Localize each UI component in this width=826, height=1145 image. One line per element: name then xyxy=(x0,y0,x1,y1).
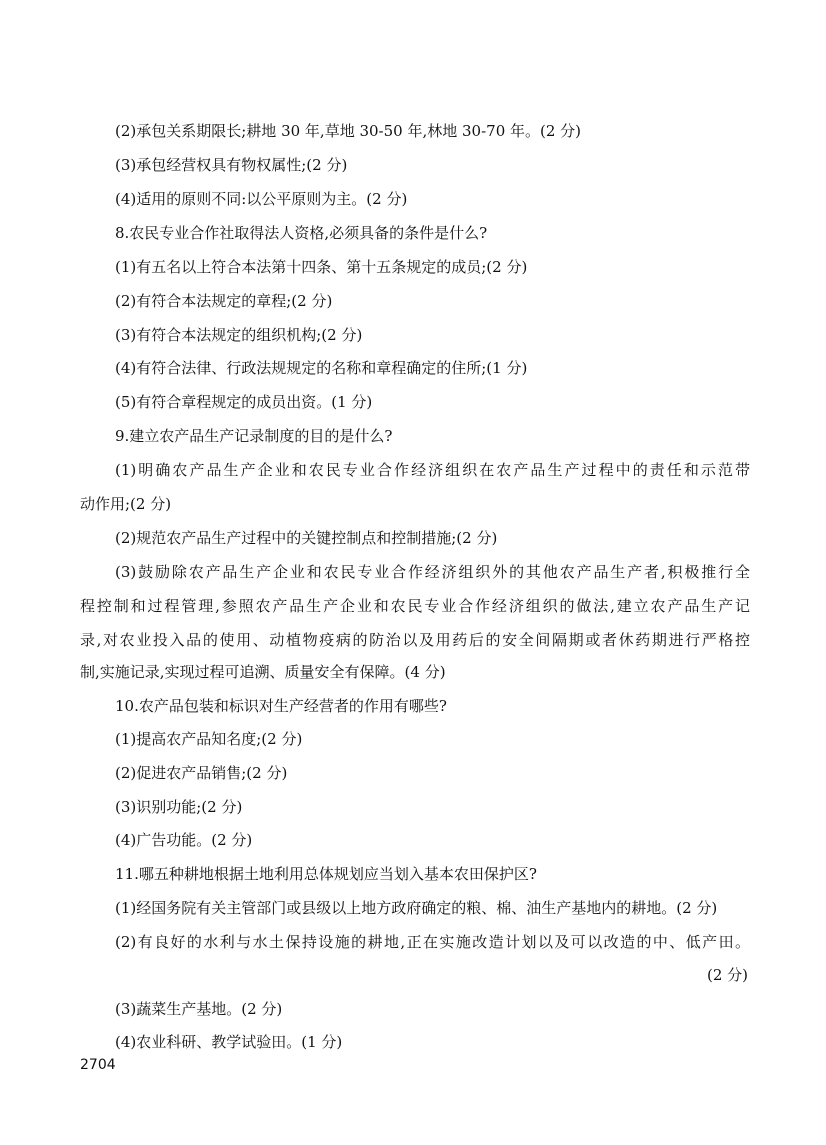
answer-line: (2)规范农产品生产过程中的关键控制点和控制措施;(2 分) xyxy=(115,529,498,547)
answer-line: (4)适用的原则不同:以公平原则为主。(2 分) xyxy=(115,190,408,208)
page-number: 2704 xyxy=(80,1057,116,1073)
answer-line: (3)承包经营权具有物权属性;(2 分) xyxy=(115,156,348,174)
answer-line: 程控制和过程管理,参照农产品生产企业和农民专业合作经济组织的做法,建立农产品生产记 xyxy=(80,597,750,615)
answer-line: (2)有良好的水利与水土保持设施的耕地,正在实施改造计划以及可以改造的中、低产田。 xyxy=(115,933,750,951)
answer-line: (2)有符合本法规定的章程;(2 分) xyxy=(115,292,333,310)
answer-line: (4)有符合法律、行政法规规定的名称和章程确定的住所;(1 分) xyxy=(115,359,528,377)
answer-line: 动作用;(2 分) xyxy=(80,495,172,513)
answer-line: (1)提高农产品知名度;(2 分) xyxy=(115,730,303,748)
answer-line: (1)有五名以上符合本法第十四条、第十五条规定的成员;(2 分) xyxy=(115,258,528,276)
answer-line: (4)农业科研、教学试验田。(1 分) xyxy=(115,1033,343,1051)
score-note: (2 分) xyxy=(706,966,748,984)
answer-line: (2)承包关系期限长;耕地 30 年,草地 30-50 年,林地 30-70 年。(2 分) xyxy=(115,122,582,140)
answer-line: 录,对农业投入品的使用、动植物疫病的防治以及用药后的安全间隔期或者休药期进行严格控 xyxy=(80,631,750,649)
answer-line: (3)蔬菜生产基地。(2 分) xyxy=(115,1000,283,1018)
answer-line: (4)广告功能。(2 分) xyxy=(115,831,253,849)
question-heading: 11.哪五种耕地根据土地利用总体规划应当划入基本农田保护区? xyxy=(115,865,537,883)
question-heading: 10.农产品包装和标识对生产经营者的作用有哪些? xyxy=(115,697,447,715)
answer-line: (2)促进农产品销售;(2 分) xyxy=(115,764,288,782)
answer-line: (3)有符合本法规定的组织机构;(2 分) xyxy=(115,326,363,344)
question-heading: 8.农民专业合作社取得法人资格,必须具备的条件是什么? xyxy=(115,224,488,242)
answer-line: (1)明确农产品生产企业和农民专业合作经济组织在农产品生产过程中的责任和示范带 xyxy=(115,461,750,479)
answer-line: 制,实施记录,实现过程可追溯、质量安全有保障。(4 分) xyxy=(80,663,446,681)
answer-line: (3)鼓励除农产品生产企业和农民专业合作经济组织外的其他农产品生产者,积极推行全 xyxy=(115,563,750,581)
answer-line: (3)识别功能;(2 分) xyxy=(115,798,243,816)
question-heading: 9.建立农产品生产记录制度的目的是什么? xyxy=(115,427,393,445)
answer-line: (5)有符合章程规定的成员出资。(1 分) xyxy=(115,393,373,411)
answer-line: (1)经国务院有关主管部门或县级以上地方政府确定的粮、棉、油生产基地内的耕地。(2 分) xyxy=(115,899,718,917)
